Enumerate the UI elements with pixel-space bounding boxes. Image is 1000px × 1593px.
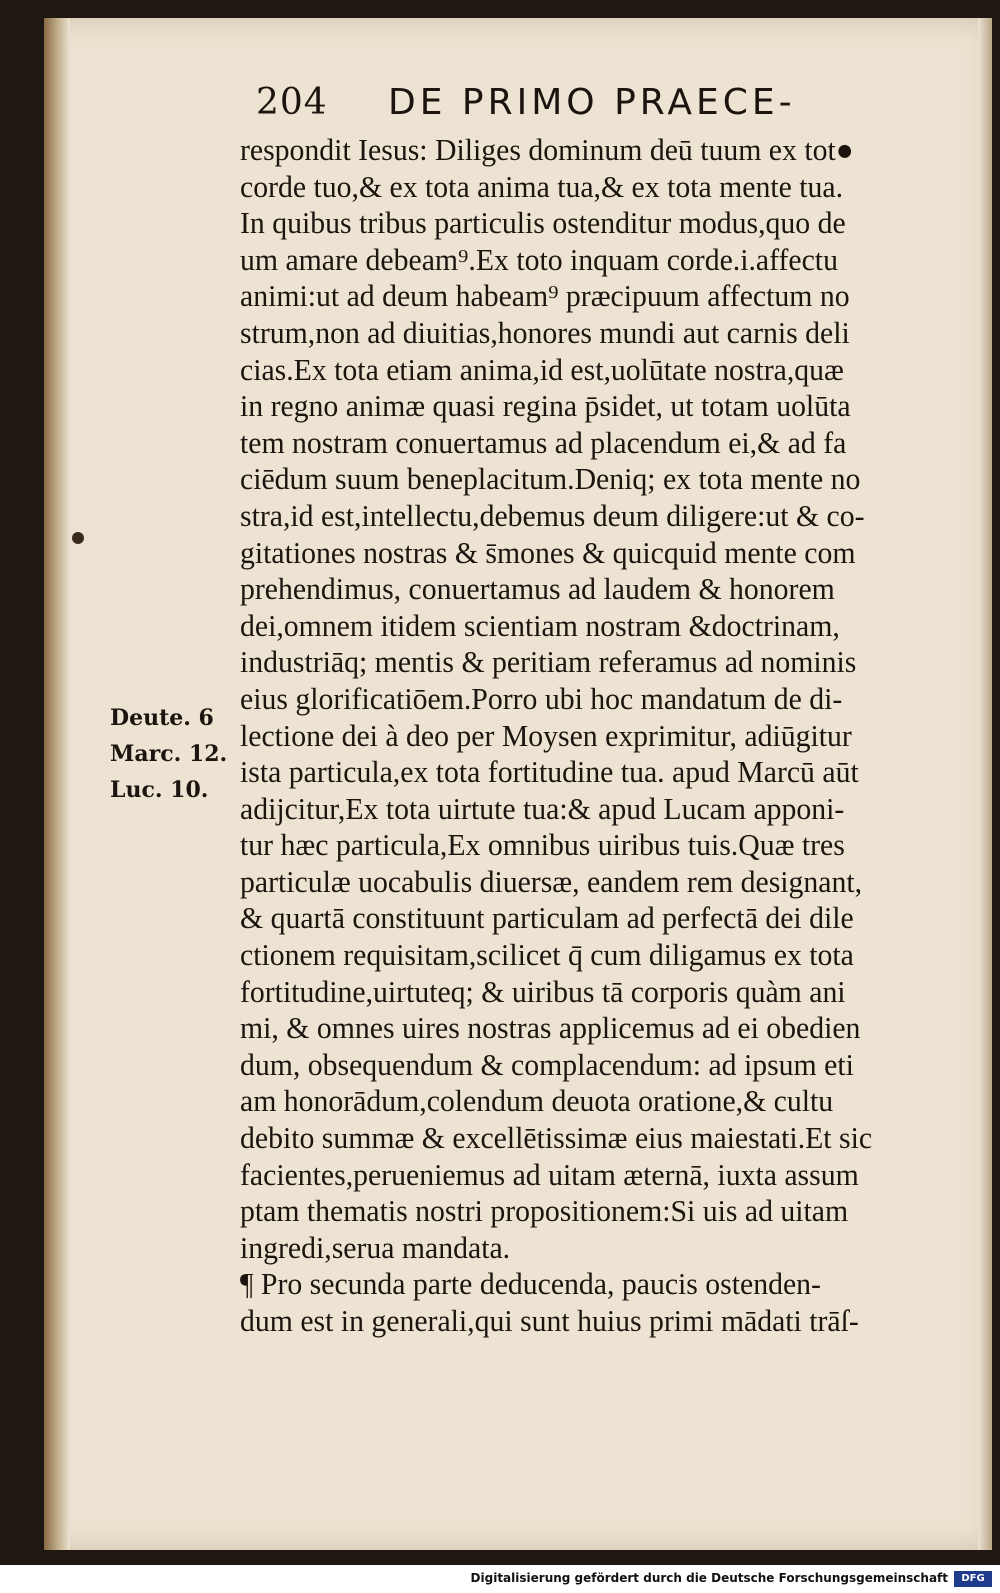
text-line: corde tuo,& ex tota anima tua,& ex tota mente tua.	[240, 169, 844, 204]
page-header	[256, 78, 956, 128]
margin-notes	[110, 700, 235, 808]
text-line: cias.Ex tota etiam anima,id est,uolūtate nostra,quæ	[240, 352, 844, 387]
text-line: fortitudine,uirtuteq; & uiribus tā corporis quàm ani	[240, 974, 846, 1009]
text-line: um amare debeam⁹.Ex toto inquam corde.i.affectu	[240, 242, 838, 277]
footer-bar	[0, 1565, 1000, 1593]
text-line: animi:ut ad deum habeam⁹ præcipuum affectum no	[240, 279, 850, 314]
text-line: ciēdum suum beneplacitum.Deniq; ex tota mente no	[240, 462, 861, 497]
text-line: dum est in generali,qui sunt huius primi mādati trāſ-	[240, 1304, 859, 1338]
text-line: strum,non ad diuitias,honores mundi aut carnis deli	[240, 315, 850, 350]
text-line: am honorādum,colendum deuota oratione,& cultu	[240, 1084, 834, 1119]
text-line: ctionem requisitam,scilicet q̄ cum diligamus ex tota	[240, 938, 854, 973]
margin-note: Marc. 12.	[110, 741, 228, 767]
text-line: mi, & omnes uires nostras applicemus ad ei obedien	[240, 1011, 861, 1046]
text-line: industriāq; mentis & peritiam referamus ad nominis	[240, 645, 857, 680]
text-line: lectione dei à deo per Moysen exprimitur, adiūgitur	[240, 718, 852, 753]
text-line: dum, obsequendum & complacendum: ad ipsum eti	[240, 1047, 854, 1082]
text-line: ¶ Pro secunda parte deducenda, paucis ostenden-	[240, 1267, 821, 1302]
text-line: adijcitur,Ex tota uirtute tua:& apud Lucam apponi-	[240, 791, 845, 826]
page-number: 204	[256, 82, 328, 123]
page-fore-edge	[978, 18, 992, 1550]
text-line: ingredi,serua mandata.	[240, 1230, 511, 1265]
dfg-logo: DFG	[954, 1571, 992, 1587]
text-line: facientes,perueniemus ad uitam æternā, iuxta assum	[240, 1157, 859, 1192]
text-line: tur hæc particula,Ex omnibus uiribus tuis.Quæ tres	[240, 828, 845, 863]
digitization-credit: Digitalisierung gefördert durch die Deutsche Forschungsgemeinschaft	[470, 1571, 948, 1585]
page-gutter-shadow	[44, 18, 70, 1550]
text-line: tem nostram conuertamus ad placendum ei,& ad fa	[240, 425, 847, 460]
running-head: DE PRIMO PRAECE-	[388, 82, 796, 123]
text-line: ptam thematis nostri propositionem:Si uis ad uitam	[240, 1194, 849, 1229]
text-line: respondit Iesus: Diliges dominum deū tuum ex tot●	[240, 133, 854, 167]
text-line: gitationes nostras & s̄mones & quicquid mente com	[240, 535, 856, 570]
text-line: eius glorificatiōem.Porro ubi hoc mandatum de di-	[240, 681, 843, 716]
margin-note: Luc. 10.	[110, 777, 209, 803]
margin-note: Deute. 6	[110, 705, 214, 731]
text-line: debito summæ & excellētissimæ eius maiestati.Et sic	[240, 1121, 873, 1156]
body-text-block	[240, 132, 970, 1340]
ink-spot	[72, 532, 84, 544]
text-line: prehendimus, conuertamus ad laudem & honorem	[240, 572, 835, 607]
text-line: in regno animæ quasi regina p̄sidet, ut totam uolūta	[240, 389, 851, 424]
text-line: stra,id est,intellectu,debemus deum diligere:ut & co-	[240, 498, 865, 533]
text-line: In quibus tribus particulis ostenditur modus,quo de	[240, 206, 846, 241]
text-line: dei,omnem itidem scientiam nostram &doctrinam,	[240, 608, 840, 643]
text-line: particulæ uocabulis diuersæ, eandem rem designant,	[240, 864, 863, 899]
text-line: & quartā constituunt particulam ad perfectā dei dile	[240, 901, 854, 936]
text-line: ista particula,ex tota fortitudine tua. apud Marcū aūt	[240, 755, 859, 790]
